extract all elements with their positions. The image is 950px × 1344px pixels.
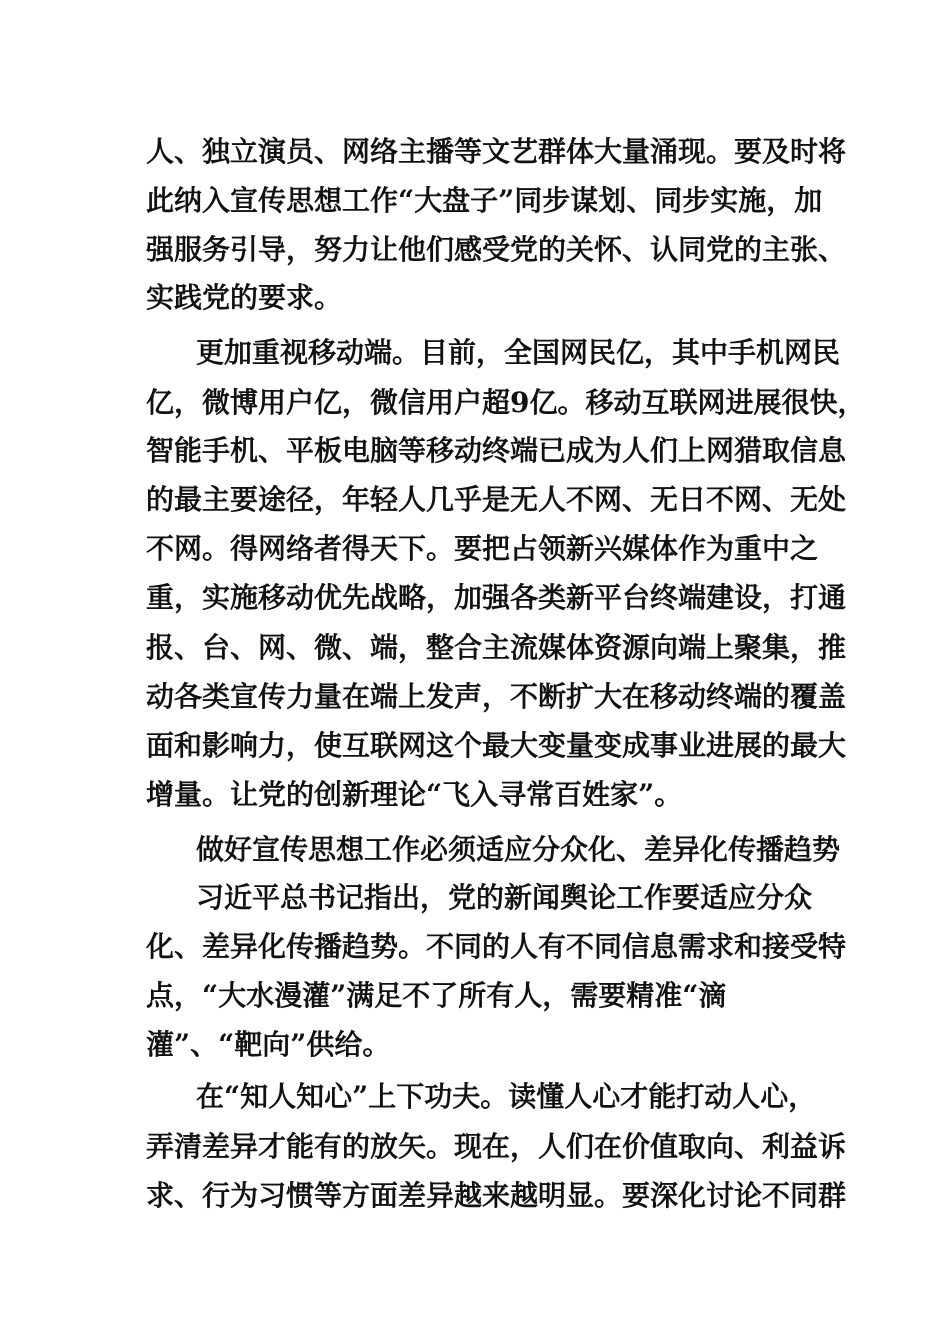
text-line: 不网。得网络者得天下。要把占领新兴媒体作为重中之 [146, 532, 819, 565]
text-line: 强服务引导，努力让他们感受党的关怀、认同党的主张、 [146, 233, 847, 266]
text-line: 实践党的要求。 [146, 281, 343, 314]
text-line: 人、独立演员、网络主播等文艺群体大量涌现。要及时将 [146, 135, 847, 168]
text-line: 面和影响力，使互联网这个最大变量变成事业进展的最大 [146, 729, 847, 762]
text-line: 智能手机、平板电脑等移动终端已成为人们上网猎取信息 [146, 434, 847, 467]
text-line: 亿，微博用户亿，微信用户超9亿。移动互联网进展很快， [146, 386, 866, 419]
text-line: 灌”、“靶向”供给。 [146, 1028, 391, 1061]
paragraph-first-line: 习近平总书记指出，党的新闻舆论工作要适应分众 [196, 881, 813, 914]
text-line: 动各类宣传力量在端上发声，不断扩大在移动终端的覆盖 [146, 680, 847, 713]
text-line: 的最主要途径，年轻人几乎是无人不网、无日不网、无处 [146, 483, 847, 516]
text-line: 重，实施移动优先战略，加强各类新平台终端建设，打通 [146, 581, 847, 614]
text-line: 弄清差异才能有的放矢。现在，人们在价值取向、利益诉 [146, 1130, 847, 1163]
text-line: 点，“大水漫灌”满足不了所有人，需要精准“滴 [146, 979, 727, 1012]
text-line: 报、台、网、微、端，整合主流媒体资源向端上聚集，推 [146, 631, 847, 664]
text-line: 求、行为习惯等方面差异越来越明显。要深化讨论不同群 [146, 1179, 847, 1212]
text-line: 化、差异化传播趋势。不同的人有不同信息需求和接受特 [146, 930, 847, 963]
text-line: 增量。让党的创新理论“飞入寻常百姓家”。 [146, 778, 683, 811]
paragraph-first-line: 更加重视移动端。目前，全国网民亿，其中手机网民 [196, 336, 841, 369]
paragraph-first-line: 在“知人知心”上下功夫。读懂人心才能打动人心， [196, 1080, 817, 1113]
text-line: 此纳入宣传思想工作“大盘子”同步谋划、同步实施，加 [146, 184, 823, 217]
section-heading: 做好宣传思想工作必须适应分众化、差异化传播趋势 [196, 833, 841, 866]
